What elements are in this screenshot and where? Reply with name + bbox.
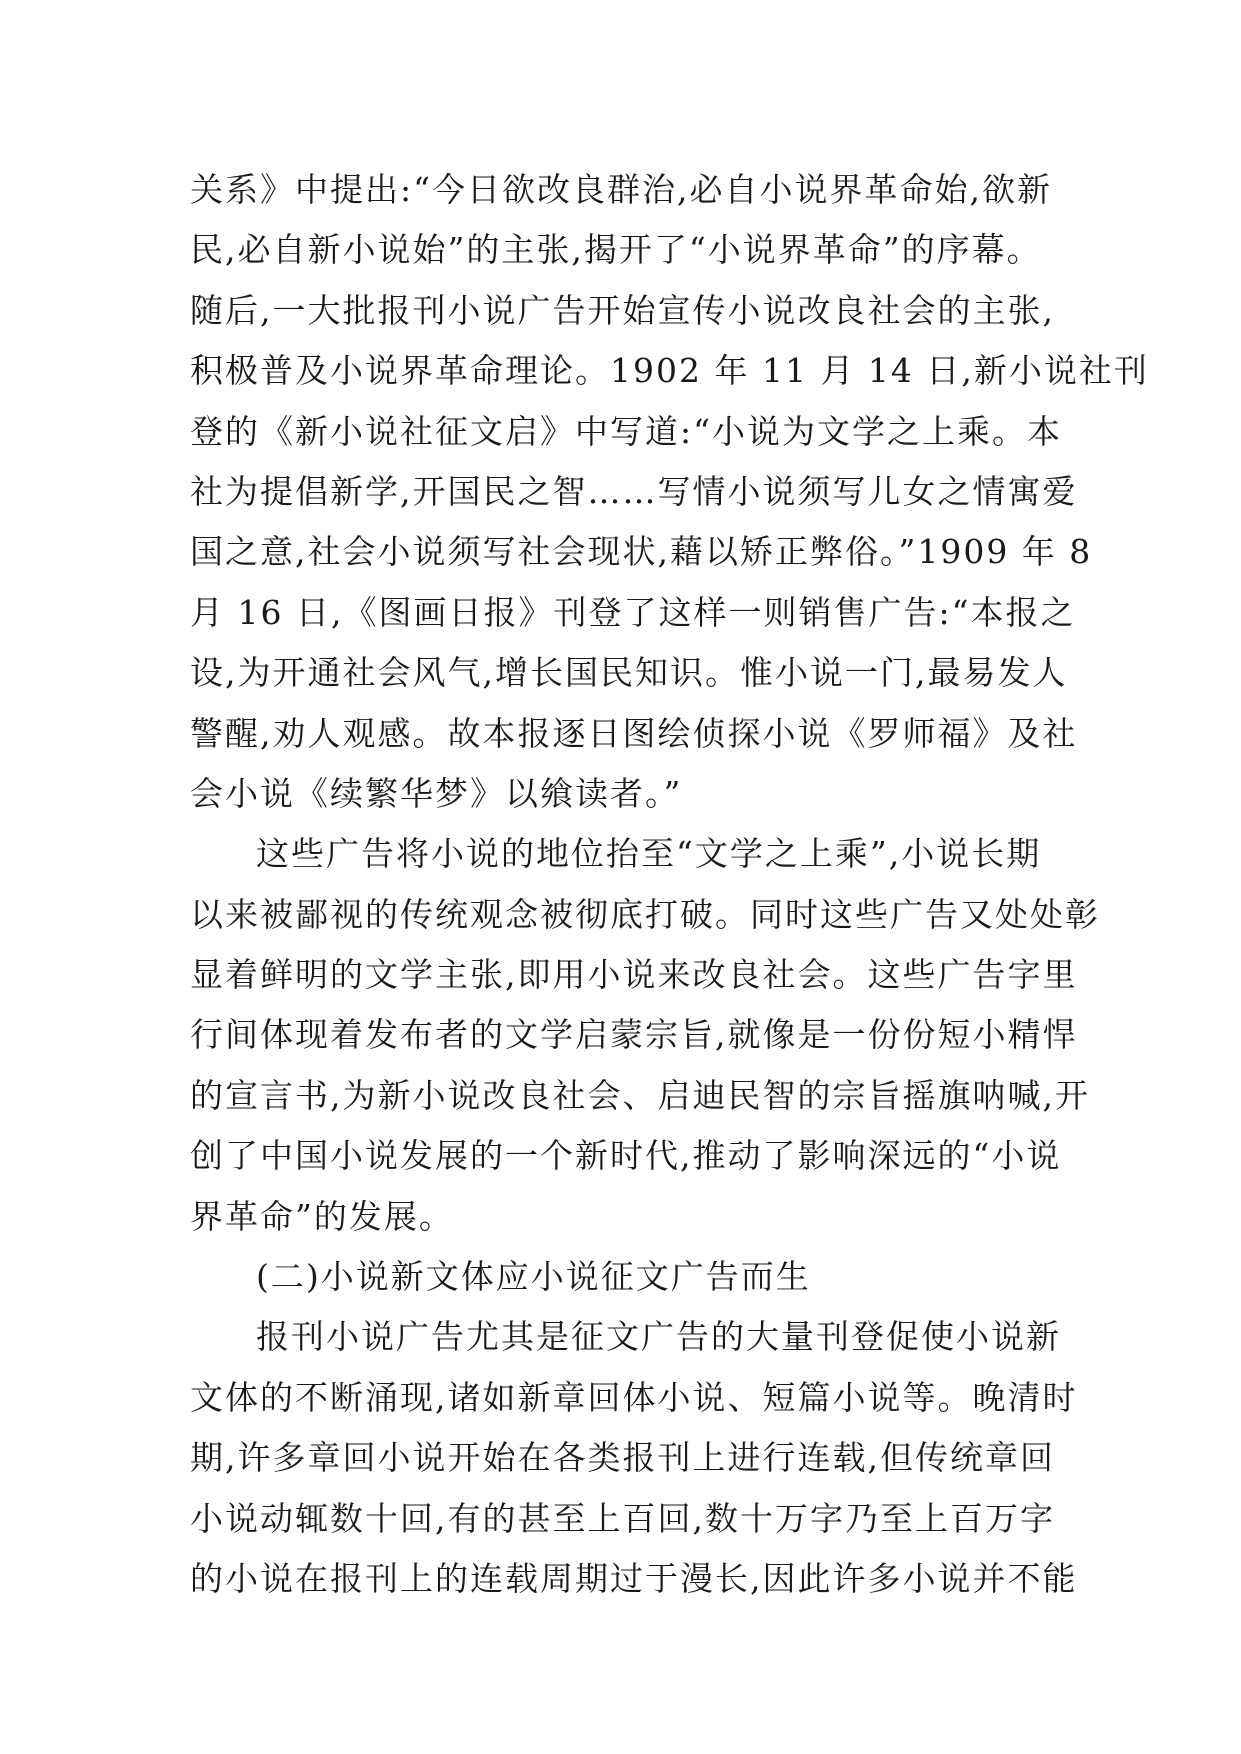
text-line: 报刊小说广告尤其是征文广告的大量刊登促使小说新 [256,1317,1061,1357]
text-line: 创了中国小说发展的一个新时代,推动了影响深远的“小说 [190,1136,1062,1176]
text-line: 随后,一大批报刊小说广告开始宣传小说改良社会的主张, [190,290,1055,330]
text-line: 的宣言书,为新小说改良社会、启迪民智的宗旨摇旗呐喊,开 [190,1075,1090,1115]
text-line: 会小说《续繁华梦》以飨读者。” [190,773,683,813]
text-line: 这些广告将小说的地位抬至“文学之上乘”,小说长期 [256,834,1042,874]
text-line: 行间体现着发布者的文学启蒙宗旨,就像是一份份短小精悍 [190,1015,1078,1055]
text-line: 关系》中提出:“今日欲改良群治,必自小说界革命始,欲新 [190,170,1052,209]
text-line: 期,许多章回小说开始在各类报刊上进行连载,但传统章回 [190,1438,1055,1478]
text-line: 警醒,劝人观感。故本报逐日图绘侦探小说《罗师福》及社 [190,713,1078,753]
text-line: 社为提倡新学,开国民之智……写情小说须写儿女之情寓爱 [190,471,1078,511]
text-line: 界革命”的发展。 [190,1196,454,1236]
text-line: 民,必自新小说始”的主张,揭开了“小说界革命”的序幕。 [190,230,1042,270]
text-line: 设,为开通社会风气,增长国民知识。惟小说一门,最易发人 [190,653,1068,693]
text-line: 以来被鄙视的传统观念被彻底打破。同时这些广告又处处彰 [190,894,1100,934]
text-line: 文体的不断涌现,诸如新章回体小说、短篇小说等。晚清时 [190,1377,1078,1417]
text-line: 的小说在报刊上的连载周期过于漫长,因此许多小说并不能 [190,1558,1078,1598]
text-line: 积极普及小说界革命理论。1902 年 11 月 14 日,新小说社刊 [190,351,1149,391]
section-heading: (二)小说新文体应小说征文广告而生 [256,1257,811,1297]
text-line: 国之意,社会小说须写社会现状,藉以矫正弊俗。”1909 年 8 [190,532,1093,572]
text-line: 显着鲜明的文学主张,即用小说来改良社会。这些广告字里 [190,955,1078,995]
text-line: 月 16 日,《图画日报》刊登了这样一则销售广告:“本报之 [190,592,1076,632]
body-text [190,160,1149,1609]
text-line: 登的《新小说社征文启》中写道:“小说为文学之上乘。本 [190,411,1062,451]
text-line: 小说动辄数十回,有的甚至上百回,数十万字乃至上百万字 [190,1498,1055,1538]
